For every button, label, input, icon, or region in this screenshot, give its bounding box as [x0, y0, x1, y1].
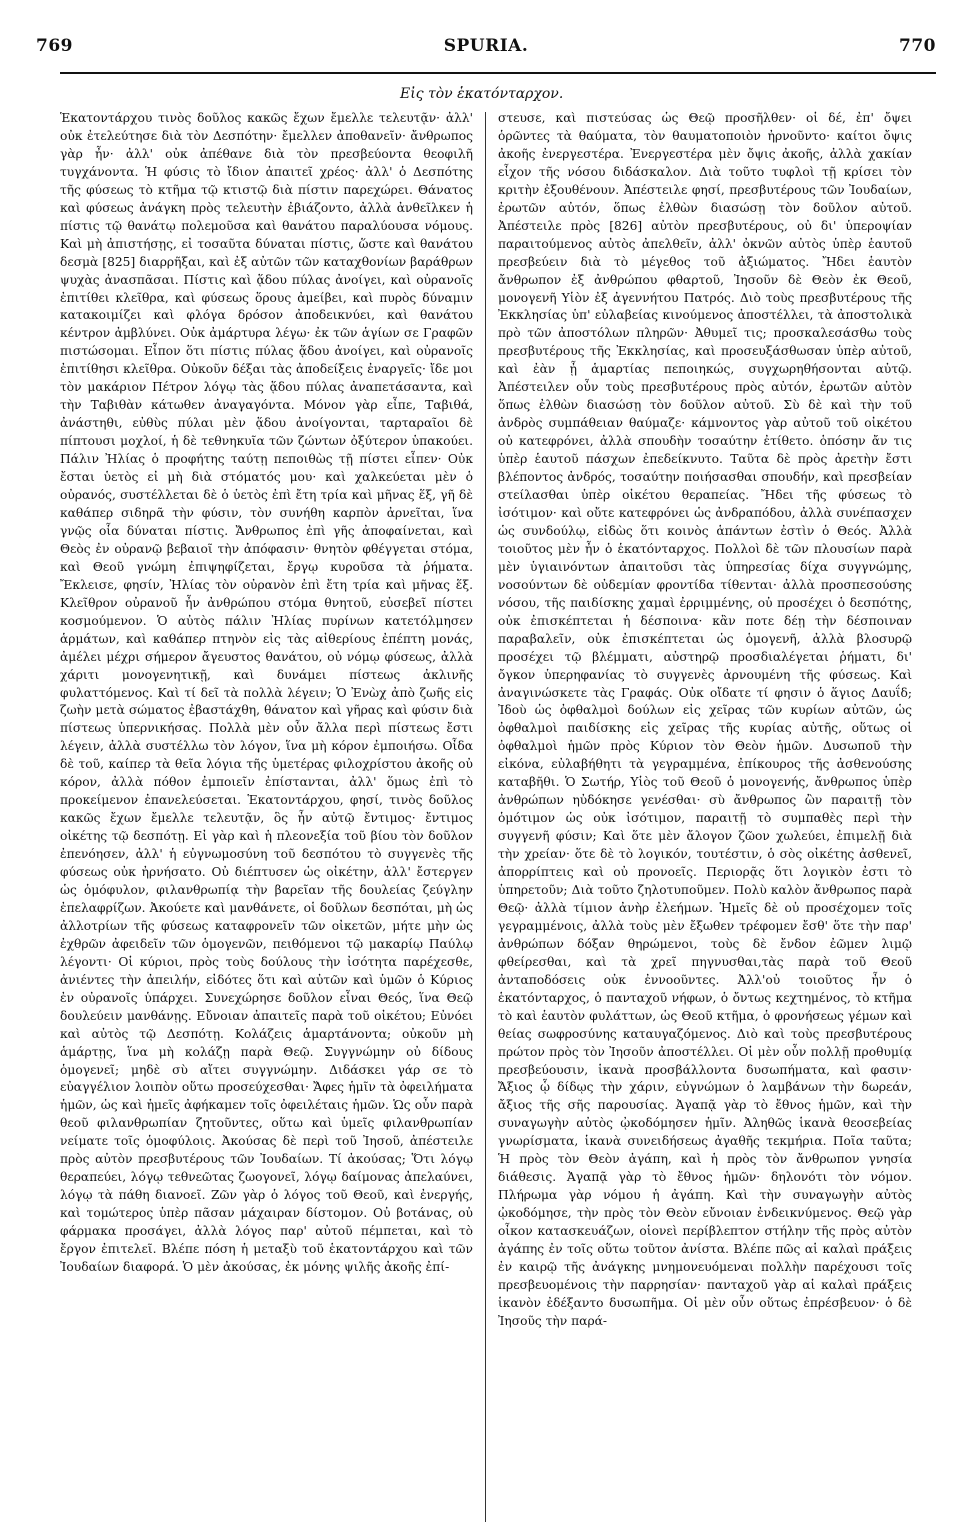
- section-title: Εἰς τὸν ἑκατόνταρχον.: [400, 86, 564, 102]
- running-title: SPURIA.: [443, 36, 529, 56]
- left-page-number: 769: [36, 36, 73, 56]
- right-column: [498, 110, 912, 1525]
- right-page-number: 770: [898, 36, 936, 56]
- column-divider: [485, 112, 486, 1522]
- running-header: [36, 32, 936, 60]
- right-column-text: στευσε, καὶ πιστεύσας ὡς Θεῷ προσῆλθεν· οἱ δέ, ἐπ' ὄψει ὁρῶντες τὰ θαύματα, τὸν θαυματοποιὸν ἠρνοῦντο· καίτοι ὄψις ἀκοῆς ἐνεργεστέρα. Ἐνεργεστέρα μὲν ὄψις ἀκοῆς, ἀλλὰ χακίαν εἶχον τῆς νόσου διδάσκαλον. Διὰ τοῦτο τυφλοὶ τῇ κρίσει τὸν κριτὴν ἐξουθένουν. Ἀπέστειλε φησί, πρεσβυτέρους τῶν Ἰουδαίων, ἐρωτῶν αὐτόν, ὅπως ἐλθὼν διασώσῃ τὸν δοῦλον αὐτοῦ. Ἀπέστειλε πρὸς [826] αὐτὸν πρεσβυτέρους, οὐ δι' ὑπεροψίαν παραιτούμενος αὐτὸς ἀπελθεῖν, ἀλλ' ὀκνῶν αὐτὸς ὑπὲρ ἑαυτοῦ πρεσβεύειν διὰ τὸ μέγεθος τοῦ ἀξιώματος. Ἤδει ἑαυτὸν ἄνθρωπον ἐξ ἀνθρώπου φθαρτοῦ, Ἰησοῦν δὲ Θεὸν ἐκ Θεοῦ, μονογενῆ Υἱὸν ἐξ ἀγεννήτου Πατρός. Διὸ τοὺς πρεσβυτέρους τῆς Ἐκκλησίας ὑπ' εὐλαβείας κινούμενος ἀποστέλλει, τὰ ἀποστολικὰ πρὸ τῶν ἀποστόλων πληρῶν· Ἀθυμεῖ τις; προσκαλεσάσθω τοὺς πρεσβυτέρους τῆς Ἐκκλησίας, καὶ προσευξάσθωσαν ὑπὲρ αὐτοῦ, καὶ ἐὰν ᾖ ἁμαρτίας πεποιηκώς, συγχωρηθήσονται αὐτῷ. Ἀπέστειλεν οὖν τοὺς πρεσβυτέρους πρὸς αὐτόν, ἐρωτῶν αὐτὸν ὅπως ἐλθὼν διασώσῃ τὸν δοῦλον αὐτοῦ. Σὺ δὲ καὶ τὴν τοῦ ἀνδρὸς συμπάθειαν θαύμαζε· κάμνοντος γὰρ αὐτοῦ τοῦ οἰκέτου οὐ κατεφρόνει, ἀλλὰ σπουδὴν τοσαύτην ἐτίθετο. ὁπόσην ἄν τις ὑπὲρ ἑαυτοῦ πάσχων ἐπεδείκνυτο. Ταῦτα δὲ πρὸς ἀρετὴν ἔστι βλέποντος ἀνδρός, τοσαύτην ποιήσασθαι σπουδήν, καὶ πρεσβείαν στείλασθαι ὑπὲρ οἰκέτου θεραπείας. Ἤδει τῆς φύσεως τὸ ἰσότιμον· καὶ οὔτε κατεφρόνει ὡς ἀνδραπόδου, ἀλλὰ συνέπασχεν ὡς συνδούλῳ, εἰδὼς ὅτι κοινὸς ἁπάντων ἐστὶν ὁ Θεός. Ἀλλὰ τοιοῦτος μὲν ἦν ὁ ἑκατόνταρχος. Πολλοὶ δὲ τῶν πλουσίων παρὰ μὲν ὑγιαινόντων ἀπαιτοῦσι τὰς ὑπηρεσίας δίχα συγγνώμης, νοσούντων δὲ οὐδεμίαν φροντίδα τίθενται· ἀλλὰ προσπεσούσης νόσου, τῆς παιδίσκης χαμαὶ ἐρριμμένης, οὐ προσέχει ὁ δεσπότης, οὐκ ἐπισκέπτεται ἡ δέσποινα· κἂν ποτε δέῃ τὴν δέσποιναν παραβαλεῖν, οὐκ ἐπισκέπτεται ὡς ὁμογενῆ, ἀλλὰ βλοσυρῷ προσέχει τῷ βλέμματι, αὐστηρῷ προσδιαλέγεται ῥήματι, δι' ὄγκον ὑπερηφανίας τὸ συγγενὲς ἀρνουμένη τῆς φύσεως. Καὶ ἀναγινώσκετε τὰς Γραφάς. Οὐκ οἴδατε τί φησιν ὁ ἅγιος Δαυΐδ; Ἰδοὺ ὡς ὀφθαλμοὶ δούλων εἰς χεῖρας τῶν κυρίων αὐτῶν, ὡς ὀφθαλμοὶ παιδίσκης εἰς χεῖρας τῆς κυρίας αὐτῆς, οὕτως οἱ ὀφθαλμοὶ ἡμῶν πρὸς Κύριον τὸν Θεὸν ἡμῶν. Δυσωποῦ τὴν εἰκόνα, εὐλαβήθητι τὰ γεγραμμένα, ἐπίκουρος τῆς ἀσθενούσης καταβῆθι. Ὁ Σωτήρ, Υἱὸς τοῦ Θεοῦ ὁ μονογενής, ἄνθρωπος ὑπὲρ ἀνθρώπων ηὐδόκησε γενέσθαι· σὺ ἄνθρωπος ὢν παραιτῇ τὸν ὁμότιμον ὡς οὐκ ἰσότιμον, παραιτῇ τὸ συμπαθὲς περὶ τὴν συγγενῆ φύσιν; Καὶ ὅτε μὲν ἄλογον ζῶον χωλεύει, ἐπιμελῇ διὰ τὴν χρείαν· ὅτε δὲ τὸ λογικόν, τουτέστιν, ὁ σὸς οἰκέτης ἀσθενεῖ, ἀπορρίπτεις καὶ οὐ προνοεῖς. Περιορᾷς ὅτι λογικὸν ἐστι τὸ ὑπηρετοῦν; Διὰ τοῦτο ζηλοτυποῦμεν. Πολὺ καλὸν ἄνθρωπος παρὰ Θεῷ· ἀλλὰ τίμιον ἀνὴρ ἐλεήμων. Ἡμεῖς δὲ οὐ προσέχομεν τοῖς γεγραμμένοις, ἀλλὰ τοὺς μὲν ἔξωθεν τρέφομεν ἔσθ' ὅτε τὴν παρ' ἀνθρώπων δόξαν θηρώμενοι, τοὺς δὲ ἔνδον ἐῶμεν λιμῷ φθείρεσθαι, καὶ τὰ χρεῖ πηγνυσθαι,τὰς παρὰ τοῦ Θεοῦ ἀνταποδόσεις οὐκ ἐννοοῦντες. Ἀλλ'οὐ τοιοῦτος ἦν ὁ ἑκατόνταρχος, ὁ πανταχοῦ νήφων, ὁ ὄντως κεχτημένος, τὸ κτῆμα τὸ καὶ ἑαυτὸν φυλάττων, ὡς Θεοῦ κτῆμα, ὁ φρονήσεως γέμων καὶ θείας σωφροσύνης καταυγαζόμενος. Διὸ καὶ τοὺς πρεσβυτέρους πρώτον πρὸς τὸν Ἰησοῦν ἀποστέλλει. Οἱ μὲν οὖν πολλῇ προθυμίᾳ πρεσβεύουσιν, ἱκανὰ προσβάλλοντα δυσωπήματα, καὶ φασιν· Ἄξιος ᾧ δίδῳς τὴν χάριν, εὐγνώμων ὁ λαμβάνων τὴν δωρεάν, ἄξιος τῆς σῆς παρουσίας. Ἀγαπᾷ γὰρ τὸ ἔθνος ἡμῶν, καὶ τὴν συναγωγὴν αὐτὸς ᾠκοδόμησεν ἡμῖν. Ἀληθῶς ἱκανὰ θεοσεβείας γνωρίσματα, ἱκανὰ συνειδήσεως ἀγαθῆς τεκμήρια. Ποῖα ταῦτα; Ἡ πρὸς τὸν Θεὸν ἀγάπη, καὶ ἡ πρὸς τὸν ἄνθρωπον γνησία διάθεσις. Ἀγαπᾷ γὰρ τὸ ἔθνος ἡμῶν· δηλονότι τὸν νόμον. Πλήρωμα γὰρ νόμου ἡ ἀγάπη. Καὶ τὴν συναγωγὴν αὐτὸς ᾠκοδόμησε, τὴν πρὸς τὸν Θεὸν εὔνοιαν ἐνδεικνύμενος. Θεῷ γὰρ οἶκον κατασκευάζων, οἱονεὶ περίβλεπτον στήλην τῆς πρὸς αὐτὸν ἀγάπης ἐν τοῖς οὕτω τοῦτον ἀνίστα. Βλέπε πῶς αἱ καλαὶ πράξεις ἐν καιρῷ τῆς ἀνάγκης μνημονευόμεναι πολλὴν παρέχουσι τοῖς πρεσβευομένοις τὴν παρρησίαν· πανταχοῦ γὰρ αἱ καλαὶ πράξεις ἱκανὸν ἐδέξαντο δυσωπῆμα. Οἱ μὲν οὖν οὕτως ἐπρέσβευον· ὁ δὲ Ἰησοῦς τὴν παρά-: [498, 111, 912, 1328]
- left-column-text: Ἑκατοντάρχου τινὸς δοῦλος κακῶς ἔχων ἔμελλε τελευτᾷν· ἀλλ' οὐκ ἐτελεύτησε διὰ τὸν Δεσπότην· ἔμελλεν ἀποθανεῖν· ἄνθρωπος γὰρ ἦν· ἀλλ' οὐκ ἀπέθανε διὰ τὸν πρεσβεύοντα θεοφιλῆ τυγχάνοντα. Ἡ φύσις τὸ ἴδιον ἀπαιτεῖ χρέος· ἀλλ' ὁ Δεσπότης τῆς φύσεως τὸ κτῆμα τῷ κτιστῷ διὰ πίστιν παρεχώρει. Θάνατος καὶ φύσεως ἀνάγκη πρὸς τελευτὴν ἐβιάζοντο, ἀλλὰ ἀνθεῖλκεν ἡ πίστις τῷ θανάτῳ πολεμοῦσα καὶ θανάτου παραλύουσα νόμους. Καὶ μὴ ἀπιστήσῃς, εἰ τοσαῦτα δύναται πίστις, ὥστε καὶ θανάτου δεσμὰ [825] διαρρῆξαι, καὶ ἐξ αὐτῶν τῶν καταχθονίων βαράθρων ψυχὰς ἀνασπᾶσαι. Πίστις καὶ ᾅδου πύλας ἀνοίγει, καὶ οὐρανοῖς ἐπιτίθει κλεῖθρα, καὶ φύσεως ὅρους ἀμείβει, καὶ πυρὸς δύναμιν κατακοιμίζει καὶ φλόγα δρόσον ἀποδεικνύει, καὶ θανάτου κέντρον ἀμβλύνει. Οὐκ ἀμάρτυρα λέγω· ἐκ τῶν ἁγίων σε Γραφῶν πιστώσομαι. Εἶπον ὅτι πίστις πύλας ᾅδου ἀνοίγει, καὶ οὐρανοῖς ἐπιτίθησι κλεῖθρα. Οὐκοῦν δέξαι τὰς ἀποδείξεις ἐναργεῖς· ἴδε μοι τὸν μακάριον Πέτρον λόγῳ τὰς ᾅδου πύλας ἀναπετάσαντα, καὶ τὴν Ταβιθὰν κάτωθεν ἀναγαγόντα. Μόνον γὰρ εἶπε, Ταβιθά, ἀνάστηθι, εὐθὺς πύλαι μὲν ᾅδου ἀνοίγονται, ταρταραῖοι δὲ πίπτουσι μοχλοί, ἡ δὲ τεθνηκυῖα τῶν ζώντων ὀξύτερον ὑπακούει. Πάλιν Ἠλίας ὁ προφήτης ταύτῃ πεποιθὼς τῇ πίστει εἶπεν· Οὐκ ἔσται ὑετὸς εἰ μὴ διὰ στόματός μου· καὶ χαλκεύεται μὲν ὁ οὐρανός, συστέλλεται δὲ ὁ ὑετὸς ἐπὶ ἔτη τρία καὶ μῆνας ἕξ, γῆ δὲ καθάπερ σιδηρᾶ τὴν φύσιν, τὸν συνήθη καρπὸν ἀρνεῖται, ἵνα γνῷς οἷα δύναται πίστις. Ἄνθρωπος ἐπὶ γῆς ἀποφαίνεται, καὶ Θεὸς ἐν οὐρανῷ βεβαιοῖ τὴν ἀπόφασιν· θνητὸν φθέγγεται στόμα, καὶ Θεοῦ γνώμη ἐπιψηφίζεται, ἔργῳ κυροῦσα τὰ ῥήματα. Ἔκλεισε, φησίν, Ἠλίας τὸν οὐρανὸν ἐπὶ ἔτη τρία καὶ μῆνας ἕξ. Κλεῖθρον οὐρανοῦ ἦν ἀνθρώπου στόμα θνητοῦ, εὐσεβεῖ πίστει κοσμούμενον. Ὁ αὐτὸς πάλιν Ἠλίας πυρίνων κατετόλμησεν ἁρμάτων, καὶ καθάπερ πτηνὸν εἰς τὰς αἰθερίους ἐπέπτη μονάς, ἀμέλει μέχρι σήμερον ἄγευστος θανάτου, οὐ νόμῳ φύσεως, ἀλλὰ χάριτι μονογενητικῇ, καὶ δυνάμει πίστεως ἀκλινῆς φυλαττόμενος. Καὶ τί δεῖ τὰ πολλὰ λέγειν; Ὁ Ἐνὼχ ἀπὸ ζωῆς εἰς ζωὴν μετὰ σώματος ἐβαστάχθη, θάνατον καὶ γῆρας καὶ φύσιν διὰ πίστεως ὑπερνικήσας. Πολλὰ μὲν οὖν ἄλλα περὶ πίστεως ἔστι λέγειν, ἀλλὰ συστέλλω τὸν λόγον, ἵνα μὴ κόρον ἐμποιήσω. Οἶδα δὲ τοῦ, καίπερ τὰ θεῖα λόγια τῆς ὑμετέρας φιλοχρίστου ἀκοῆς οὐ κόρον, ἀλλὰ πόθον ἐμποιεῖν ἐπίστανται, ἀλλ' ὅμως ἐπὶ τὸ προκείμενον ἐπανελεύσεται. Ἑκατοντάρχου, φησί, τινὸς δοῦλος κακῶς ἔχων ἔμελλε τελευτᾷν, ὃς ἦν αὐτῷ ἔντιμος· ἔντιμος οἰκέτης τῷ δεσπότῃ. Εἰ γὰρ καὶ ἡ πλεονεξία τοῦ βίου τὸν δοῦλον ἐπενόησεν, ἀλλ' ἡ εὐγνωμοσύνη τοῦ δεσπότου τὸ συγγενὲς τῆς φύσεως οὐκ ἠρνήσατο. Οὐ διέπτυσεν ὡς οἰκέτην, ἀλλ' ἔστεργεν ὡς ὁμόφυλον, φιλανθρωπίᾳ τὴν βαρεῖαν τῆς δουλείας ζεύγλην ἐπελαφρίζων. Ἀκούετε καὶ μανθάνετε, οἱ δοῦλων δεσπόται, μὴ ὡς ἀλλοτρίων τῆς φύσεως καταφρονεῖν τῶν οἰκετῶν, μήτε μὴν ὡς ἐχθρῶν ἀφειδεῖν τῶν ὁμογενῶν, πειθόμενοι τῷ μακαρίῳ Παύλῳ λέγοντι· Οἱ κύριοι, πρὸς τοὺς δούλους τὴν ἰσότητα παρέχεσθε, ἀνιέντες τὴν ἀπειλήν, εἰδότες ὅτι καὶ αὐτῶν καὶ ὑμῶν ὁ Κύριος ἐν οὐρανοῖς ὑπάρχει. Συνεχώρησε δοῦλον εἶναι Θεός, ἵνα Θεῷ δουλεύειν μανθάνῃς. Εὔνοιαν ἀπαιτεῖς παρὰ τοῦ οἰκέτου; Εὐνόει καὶ αὐτὸς τῷ Δεσπότῃ. Κολάζεις ἁμαρτάνοντα; οὐκοῦν μὴ ἁμάρτῃς, ἵνα μὴ κολάζῃ παρὰ Θεῷ. Συγγνώμην οὐ δίδους ὁμογενεῖ; μηδὲ σὺ αἴτει συγγνώμην. Διδάσκει γάρ σε τὸ εὐαγγέλιον λοιπὸν οὕτω προσεύχεσθαι· Ἄφες ἡμῖν τὰ ὀφειλήματα ἡμῶν, ὡς καὶ ἡμεῖς ἀφήκαμεν τοῖς ὀφειλέταις ἡμῶν. Ὡς οὖν παρὰ θεοῦ φιλανθρωπίαν ζητοῦντες, οὕτω καὶ ὑμεῖς φιλανθρωπίαν νείματε τοῖς ὁμοφύλοις. Ἀκούσας δὲ περὶ τοῦ Ἰησοῦ, ἀπέστειλε πρὸς αὐτὸν πρεσβυτέρους τῶν Ἰουδαίων. Τί ἀκούσας; Ὅτι λόγῳ θεραπεύει, λόγῳ τεθνεῶτας ζωογονεῖ, λόγῳ δαίμονας ἀπελαύνει, λόγῳ τὰ πάθη διανοεῖ. Ζῶν γὰρ ὁ λόγος τοῦ Θεοῦ, καὶ ἐνεργής, καὶ τομώτερος ὑπὲρ πᾶσαν μάχαιραν δίστομον. Οὐ βοτάνας, οὐ φάρμακα προσάγει, ἀλλὰ λόγος παρ' αὐτοῦ πέμπεται, καὶ τὸ ἔργον ἐπιτελεῖ. Βλέπε πόση ἡ μεταξὺ τοῦ ἑκατοντάρχου καὶ τῶν Ἰουδαίων διαφορά. Ὁ μὲν ἀκούσας, ἐκ μόνης ψιλῆς ἀκοῆς ἐπί-: [60, 111, 473, 1274]
- left-column: [60, 110, 473, 1525]
- header-rule: [60, 72, 936, 74]
